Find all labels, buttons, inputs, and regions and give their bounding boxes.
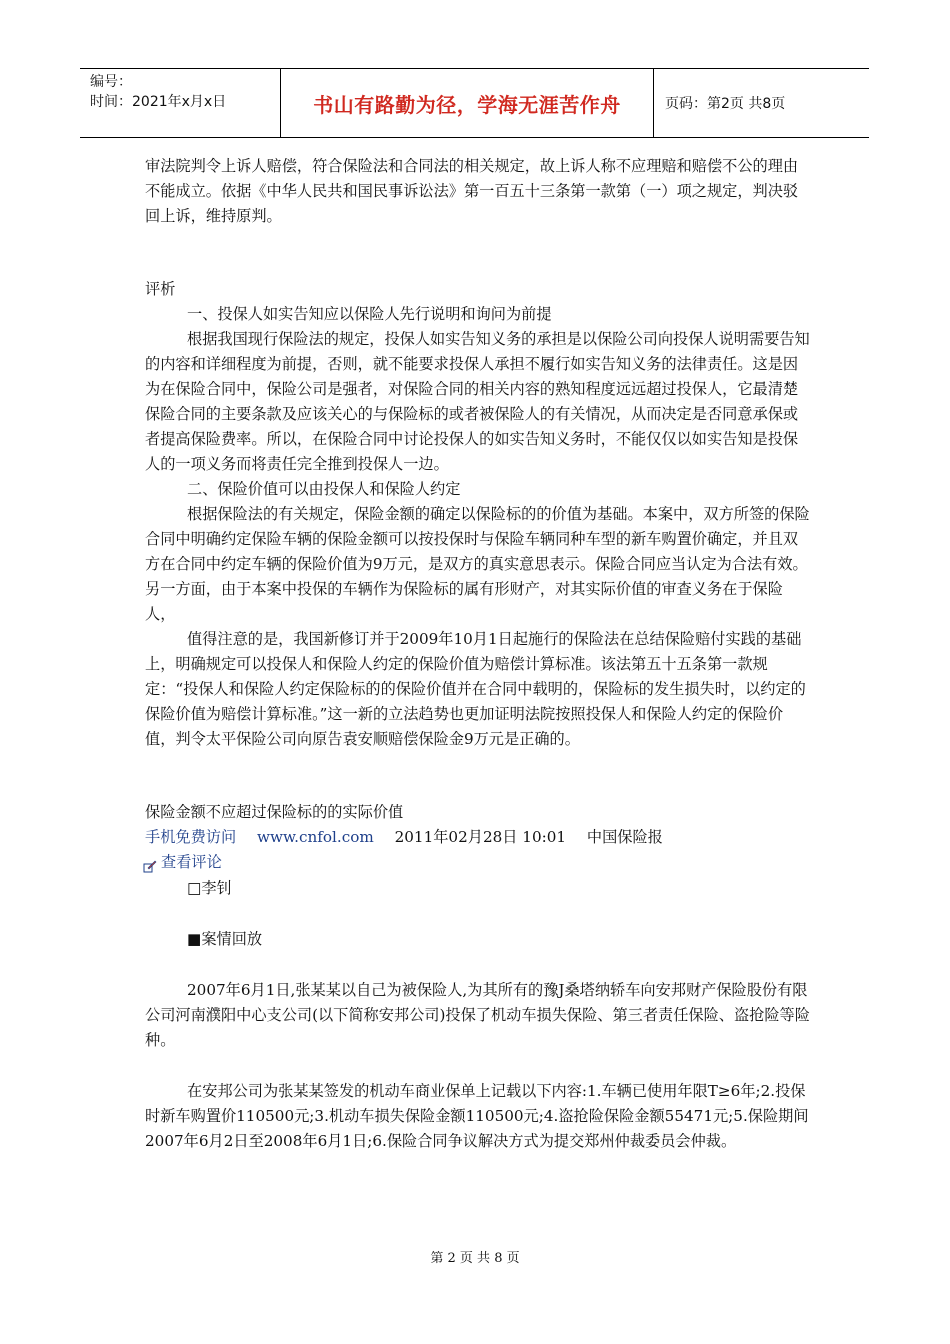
mobile-access-link[interactable]: 手机免费访问 <box>145 828 237 846</box>
paragraph-insured-value: 根据保险法的有关规定，保险金额的确定以保险标的的价值为基础。本案中，双方所签的保险合同中明确约定保险车辆的保险金额可以按投保时与保险车辆同种车型的新车购置价确定，并且双方在合同中约定车辆的保险价值为9万元，是双方的真实意思表示。保险合同应当认定为合法有效。另一方面，由于本案中投保的车辆作为保险标的属有形财产，对其实际价值的审查义务在于保险人， <box>145 505 810 623</box>
article-title: 保险金额不应超过保险标的的实际价值 <box>145 803 404 821</box>
page-footer: 第 2 页 共 8 页 <box>430 1251 520 1266</box>
site-link[interactable]: www.cnfol.com <box>256 828 374 846</box>
paragraph-disclosure: 根据我国现行保险法的规定，投保人如实告知义务的承担是以保险公司向投保人说明需要告知的内容和详细程度为前提，否则，就不能要求投保人承担不履行如实告知义务的法律责任。这是因为在保险合同中，保险公司是强者，对保险合同的相关内容的熟知程度远远超过投保人，它最清楚保险合同的主要条款及应该关心的与保险标的或者被保险人的有关情况，从而决定是否同意承保或者提高保险费率。所以，在保险合同中讨论投保人的如实告知义务时，不能仅仅以如实告知是投保人的一项义务而将责任完全推到投保人一边。 <box>145 330 810 473</box>
section-heading-2: 二、保险价值可以由投保人和保险人约定 <box>187 480 461 498</box>
source-name: 中国保险报 <box>586 828 663 846</box>
paragraph-new-law: 值得注意的是，我国新修订并于2009年10月1日起施行的保险法在总结保险赔付实践的基础上，明确规定可以投保人和保险人约定的保险价值为赔偿计算标准。该法第五十五条第一款规定：“投保人和保险人约定保险标的的保险价值并在合同中载明的，保险标的发生损失时，以约定的保险价值为赔偿计算标准。”这一新的立法趋势也更加证明法院按照投保人和保险人约定的保险价值，判令太平保险公司向原告袁安顺赔偿保险金9万元是正确的。 <box>145 630 806 748</box>
header-meta-cell <box>80 69 280 137</box>
edit-pencil-icon <box>143 856 157 870</box>
document-body <box>145 154 810 1154</box>
paragraph-policy-details: 在安邦公司为张某某签发的机动车商业保单上记载以下内容:1.车辆已使用年限T≥6年;2.投保时新车购置价110500元;3.机动车损失保险金额110500元;4.盗抢险保险金额55471元;5.保险期间2007年6月2日至2008年6月1日;6.保险合同争议解决方式为提交郑州仲裁委员会仲裁。 <box>145 1082 809 1150</box>
publish-date: 2011年02月28日 10:01 <box>394 828 567 846</box>
page-header <box>80 68 869 138</box>
motto-text: 书山有路勤为径，学海无涯苦作舟 <box>313 92 621 117</box>
analysis-title: 评析 <box>145 280 176 298</box>
paragraph-case-facts: 2007年6月1日,张某某以自己为被保险人,为其所有的豫J桑塔纳轿车向安邦财产保险股份有限公司河南濮阳中心支公司(以下简称安邦公司)投保了机动车损失保险、第三者责任保险、盗抢险等险种。 <box>145 981 810 1049</box>
article-meta <box>145 825 810 850</box>
paragraph-judgment: 审法院判令上诉人赔偿，符合保险法和合同法的相关规定，故上诉人称不应理赔和赔偿不公的理由不能成立。依据《中华人民共和国民事诉讼法》第一百五十三条第一款第（一）项之规定，判决驳回上诉，维持原判。 <box>145 157 799 225</box>
section-heading-1: 一、投保人如实告知应以保险人先行说明和询问为前提 <box>187 305 552 323</box>
view-comments-label[interactable]: 查看评论 <box>161 853 222 871</box>
time-label: 时间：2021年x月x日 <box>90 94 227 110</box>
page-number-label: 页码：第2页 共8页 <box>665 96 786 112</box>
author-line: □李钊 <box>187 879 232 897</box>
header-page-cell <box>653 69 869 137</box>
code-label: 编号： <box>90 74 132 90</box>
header-motto-cell <box>280 69 654 137</box>
view-comments-link[interactable] <box>143 850 810 875</box>
case-heading: ■案情回放 <box>187 930 263 948</box>
